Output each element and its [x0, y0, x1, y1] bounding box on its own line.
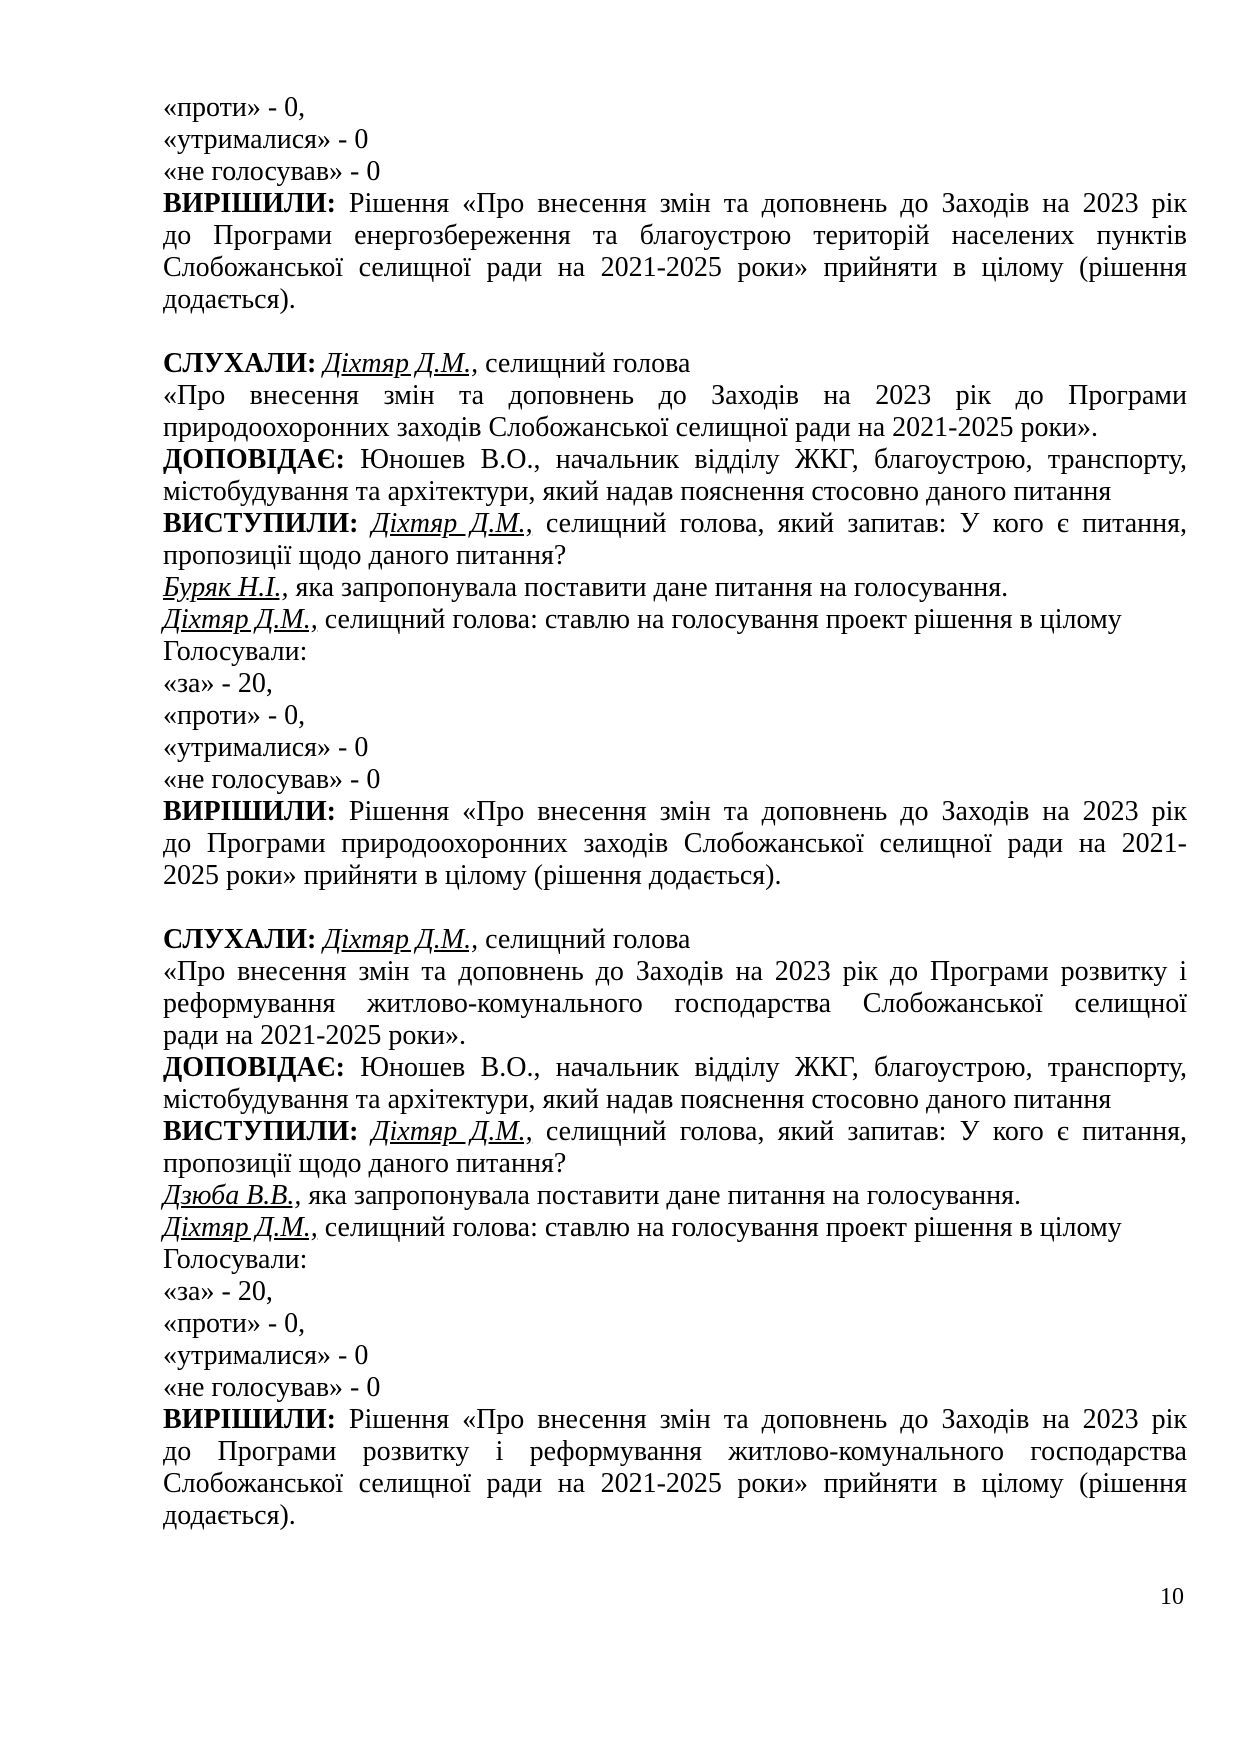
decision-line: Слобожанської селищної ради на 2021-2025 роки» прийняти в цілому (рішення — [163, 252, 1187, 283]
heard-line — [163, 348, 1187, 380]
decision-line: до Програми розвитку і реформування житлово-комунального господарства — [163, 1436, 1187, 1467]
vote-abstained: «утрималися» - 0 — [163, 1340, 369, 1371]
topic-line: «Про внесення змін та доповнень до Заходів на 2023 рік до Програми розвитку і — [163, 956, 1187, 987]
decision-text: Рішення «Про внесення змін та доповнень до Заходів на 2023 рік — [335, 188, 1187, 219]
vote-not-voted: «не голосував» - 0 — [163, 156, 381, 187]
proposer-name: Дзюба В.В., — [163, 1180, 302, 1211]
spoke-line: пропозиції щодо даного питання? — [163, 1148, 567, 1179]
decision-line: 2025 роки» прийняти в цілому (рішення додається). — [163, 860, 782, 891]
vote-abstained: «утрималися» - 0 — [163, 124, 369, 155]
chair-line — [163, 1212, 1187, 1244]
decision-line: додається). — [163, 284, 296, 315]
spoke-label: ВИСТУПИЛИ: — [163, 1116, 359, 1147]
reporter-line — [163, 1052, 1187, 1084]
decided-label: ВИРІШИЛИ: — [163, 1404, 336, 1435]
speaker-name: Діхтяр Д.М., — [323, 348, 479, 379]
topic-line: реформування житлово-комунального господарства Слобожанської селищної — [163, 988, 1187, 1019]
proposer-text: яка запропонувала поставити дане питання на голосування. — [301, 1180, 1022, 1211]
vote-against: «проти» - 0, — [163, 1308, 306, 1339]
topic-line: природоохоронних заходів Слобожанської селищної ради на 2021-2025 роки». — [163, 412, 1099, 443]
chair-text: селищний голова: ставлю на голосування проект рішення в цілому — [317, 604, 1122, 635]
spoke-label: ВИСТУПИЛИ: — [163, 508, 359, 539]
speaker-role: селищний голова — [478, 924, 691, 955]
speaker-name: Діхтяр Д.М., — [371, 508, 533, 539]
reporter-label: ДОПОВІДАЄ: — [163, 444, 345, 475]
vote-against: «проти» - 0, — [163, 92, 306, 123]
decision-line — [163, 796, 1187, 828]
spoke-line — [163, 508, 1187, 540]
topic-line: ради на 2021-2025 роки». — [163, 1020, 466, 1051]
document-body — [163, 92, 1187, 1532]
decision-line — [163, 188, 1187, 220]
chair-name: Діхтяр Д.М., — [163, 604, 318, 635]
vote-against: «проти» - 0, — [163, 700, 306, 731]
heard-label: СЛУХАЛИ: — [163, 924, 317, 955]
heard-label: СЛУХАЛИ: — [163, 348, 317, 379]
decision-text: Рішення «Про внесення змін та доповнень до Заходів на 2023 рік — [335, 1404, 1187, 1435]
spoke-line — [163, 1116, 1187, 1148]
heard-line — [163, 924, 1187, 956]
chair-text: селищний голова: ставлю на голосування проект рішення в цілому — [317, 1212, 1122, 1243]
decision-line: до Програми природоохоронних заходів Слобожанської селищної ради на 2021- — [163, 828, 1187, 859]
spoke-line: пропозиції щодо даного питання? — [163, 540, 567, 571]
speaker-role: селищний голова — [478, 348, 691, 379]
spoke-text: селищний голова, який запитав: У кого є питання, — [532, 508, 1187, 539]
proposer-line — [163, 572, 1187, 604]
reporter-text: Юношев В.О., начальник відділу ЖКГ, благоустрою, транспорту, — [344, 1052, 1187, 1083]
reporter-label: ДОПОВІДАЄ: — [163, 1052, 345, 1083]
vote-abstained: «утрималися» - 0 — [163, 732, 369, 763]
decision-text: Рішення «Про внесення змін та доповнень до Заходів на 2023 рік — [335, 796, 1187, 827]
decision-line: додається). — [163, 1500, 296, 1531]
reporter-line: містобудування та архітектури, який надав пояснення стосовно даного питання — [163, 476, 1112, 507]
vote-for: «за» - 20, — [163, 668, 273, 699]
reporter-line: містобудування та архітектури, який надав пояснення стосовно даного питання — [163, 1084, 1112, 1115]
speaker-name: Діхтяр Д.М., — [323, 924, 479, 955]
vote-not-voted: «не голосував» - 0 — [163, 1372, 381, 1403]
reporter-text: Юношев В.О., начальник відділу ЖКГ, благоустрою, транспорту, — [344, 444, 1187, 475]
voted-label: Голосували: — [163, 1244, 308, 1275]
page-number: 10 — [1160, 1584, 1184, 1610]
voted-label: Голосували: — [163, 636, 308, 667]
decision-line — [163, 1404, 1187, 1436]
proposer-text: яка запропонувала поставити дане питання на голосування. — [288, 572, 1009, 603]
vote-not-voted: «не голосував» - 0 — [163, 764, 381, 795]
decision-line: Слобожанської селищної ради на 2021-2025 роки» прийняти в цілому (рішення — [163, 1468, 1187, 1499]
proposer-name: Буряк Н.І., — [163, 572, 289, 603]
spoke-text: селищний голова, який запитав: У кого є питання, — [532, 1116, 1187, 1147]
decided-label: ВИРІШИЛИ: — [163, 188, 336, 219]
proposer-line — [163, 1180, 1187, 1212]
speaker-name: Діхтяр Д.М., — [371, 1116, 533, 1147]
reporter-line — [163, 444, 1187, 476]
decided-label: ВИРІШИЛИ: — [163, 796, 336, 827]
chair-name: Діхтяр Д.М., — [163, 1212, 318, 1243]
topic-line: «Про внесення змін та доповнень до Заходів на 2023 рік до Програми — [163, 380, 1187, 411]
decision-line: до Програми енергозбереження та благоустрою територій населених пунктів — [163, 220, 1187, 251]
chair-line — [163, 604, 1187, 636]
vote-for: «за» - 20, — [163, 1276, 273, 1307]
